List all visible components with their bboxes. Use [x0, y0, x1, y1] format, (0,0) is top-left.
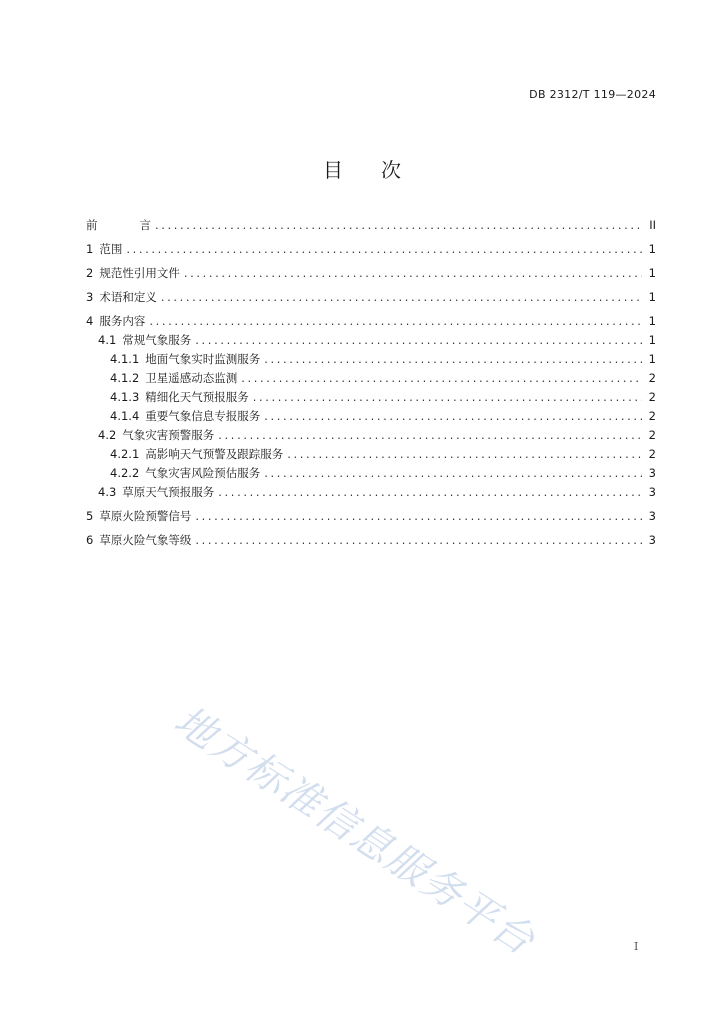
toc-leader-dots: [287, 445, 642, 464]
toc-entry-page: 3: [648, 533, 656, 547]
toc-entry-number: 3: [86, 290, 94, 304]
toc-entry-4-1[interactable]: [86, 331, 656, 350]
toc-leader-dots: [218, 426, 642, 445]
toc-entry-label: 常规气象服务: [122, 333, 192, 347]
toc-entry-number: 4.1.2: [110, 371, 140, 385]
toc-entry-page: 2: [648, 390, 656, 404]
toc-entry-2[interactable]: [86, 264, 656, 283]
toc-entry-4-1-1[interactable]: [86, 350, 656, 369]
toc-entry-page: 2: [648, 428, 656, 442]
document-code: DB 2312/T 119—2024: [529, 88, 656, 101]
toc-entry-foreword[interactable]: [86, 216, 656, 235]
page-number: I: [634, 940, 639, 953]
toc-leader-dots: [155, 216, 642, 235]
toc-entry-5[interactable]: [86, 507, 656, 526]
toc-entry-label: 服务内容: [99, 314, 146, 328]
toc-entry-3[interactable]: [86, 288, 656, 307]
toc-leader-dots: [161, 288, 642, 307]
toc-entry-label: 草原火险预警信号: [99, 509, 192, 523]
toc-entry-number: 4.1.1: [110, 352, 140, 366]
toc-leader-dots: [126, 240, 642, 259]
toc-entry-number: 4.1.4: [110, 409, 140, 423]
toc-leader-dots: [184, 264, 642, 283]
toc-leader-dots: [218, 483, 642, 502]
toc-leader-dots: [195, 507, 642, 526]
toc-entry-number: 4.3: [98, 485, 117, 499]
toc-entry-4-1-2[interactable]: [86, 369, 656, 388]
toc-entry-page: 1: [648, 266, 656, 280]
toc-entry-page: 3: [648, 466, 656, 480]
toc-entry-number: 4.2: [98, 428, 117, 442]
toc-leader-dots: [253, 388, 642, 407]
toc-leader-dots: [264, 407, 642, 426]
toc-leader-dots: [264, 350, 642, 369]
toc-entry-label: 前: [86, 218, 98, 232]
toc-entry-6[interactable]: [86, 531, 656, 550]
toc-entry-number: 4.1.3: [110, 390, 140, 404]
toc-entry-number: 6: [86, 533, 94, 547]
toc-entry-number: 4: [86, 314, 94, 328]
toc-entry-label: 精细化天气预报服务: [145, 390, 249, 404]
toc-entry-page: 1: [648, 314, 656, 328]
toc-entry-label: 范围: [99, 242, 123, 256]
toc-entry-page: 3: [648, 485, 656, 499]
toc-entry-page: 2: [648, 409, 656, 423]
toc-entry-1[interactable]: [86, 240, 656, 259]
title-char-2: 次: [381, 158, 401, 182]
page-title: [0, 154, 724, 183]
toc-entry-4-3[interactable]: [86, 483, 656, 502]
toc-entry-label: 草原天气预报服务: [122, 485, 215, 499]
watermark: 地方标准信息服务平台: [166, 697, 544, 965]
toc-leader-dots: [195, 531, 642, 550]
toc-entry-number: 5: [86, 509, 94, 523]
toc-entry-number: 2: [86, 266, 94, 280]
toc-entry-4-2-2[interactable]: [86, 464, 656, 483]
toc-leader-dots: [195, 331, 642, 350]
toc-entry-page: II: [649, 218, 656, 232]
toc-entry-4-2[interactable]: [86, 426, 656, 445]
toc-entry-label: 术语和定义: [99, 290, 157, 304]
toc-entry-4[interactable]: [86, 312, 656, 331]
toc-entry-page: 1: [648, 333, 656, 347]
title-char-1: 目: [323, 158, 343, 182]
table-of-contents: [86, 216, 656, 550]
toc-entry-page: 1: [648, 242, 656, 256]
toc-leader-dots: [264, 464, 642, 483]
toc-entry-label: 气象灾害预警服务: [122, 428, 215, 442]
toc-leader-dots: [241, 369, 642, 388]
toc-entry-number: 4.2.1: [110, 447, 140, 461]
toc-entry-label: 高影响天气预警及跟踪服务: [145, 447, 284, 461]
toc-entry-page: 2: [648, 447, 656, 461]
toc-entry-number: 4.2.2: [110, 466, 140, 480]
toc-entry-4-1-3[interactable]: [86, 388, 656, 407]
toc-entry-page: 1: [648, 352, 656, 366]
toc-entry-number: 4.1: [98, 333, 117, 347]
toc-entry-4-2-1[interactable]: [86, 445, 656, 464]
toc-entry-label: 气象灾害风险预估服务: [145, 466, 261, 480]
toc-leader-dots: [149, 312, 642, 331]
toc-entry-page: 1: [648, 290, 656, 304]
toc-entry-label: 重要气象信息专报服务: [145, 409, 261, 423]
toc-entry-page: 3: [648, 509, 656, 523]
toc-entry-label: 地面气象实时监测服务: [145, 352, 261, 366]
toc-entry-label-b: 言: [139, 218, 151, 232]
toc-entry-4-1-4[interactable]: [86, 407, 656, 426]
toc-entry-label: 卫星遥感动态监测: [145, 371, 238, 385]
toc-entry-page: 2: [648, 371, 656, 385]
toc-entry-label: 规范性引用文件: [99, 266, 180, 280]
toc-entry-label: 草原火险气象等级: [99, 533, 192, 547]
toc-entry-number: 1: [86, 242, 94, 256]
